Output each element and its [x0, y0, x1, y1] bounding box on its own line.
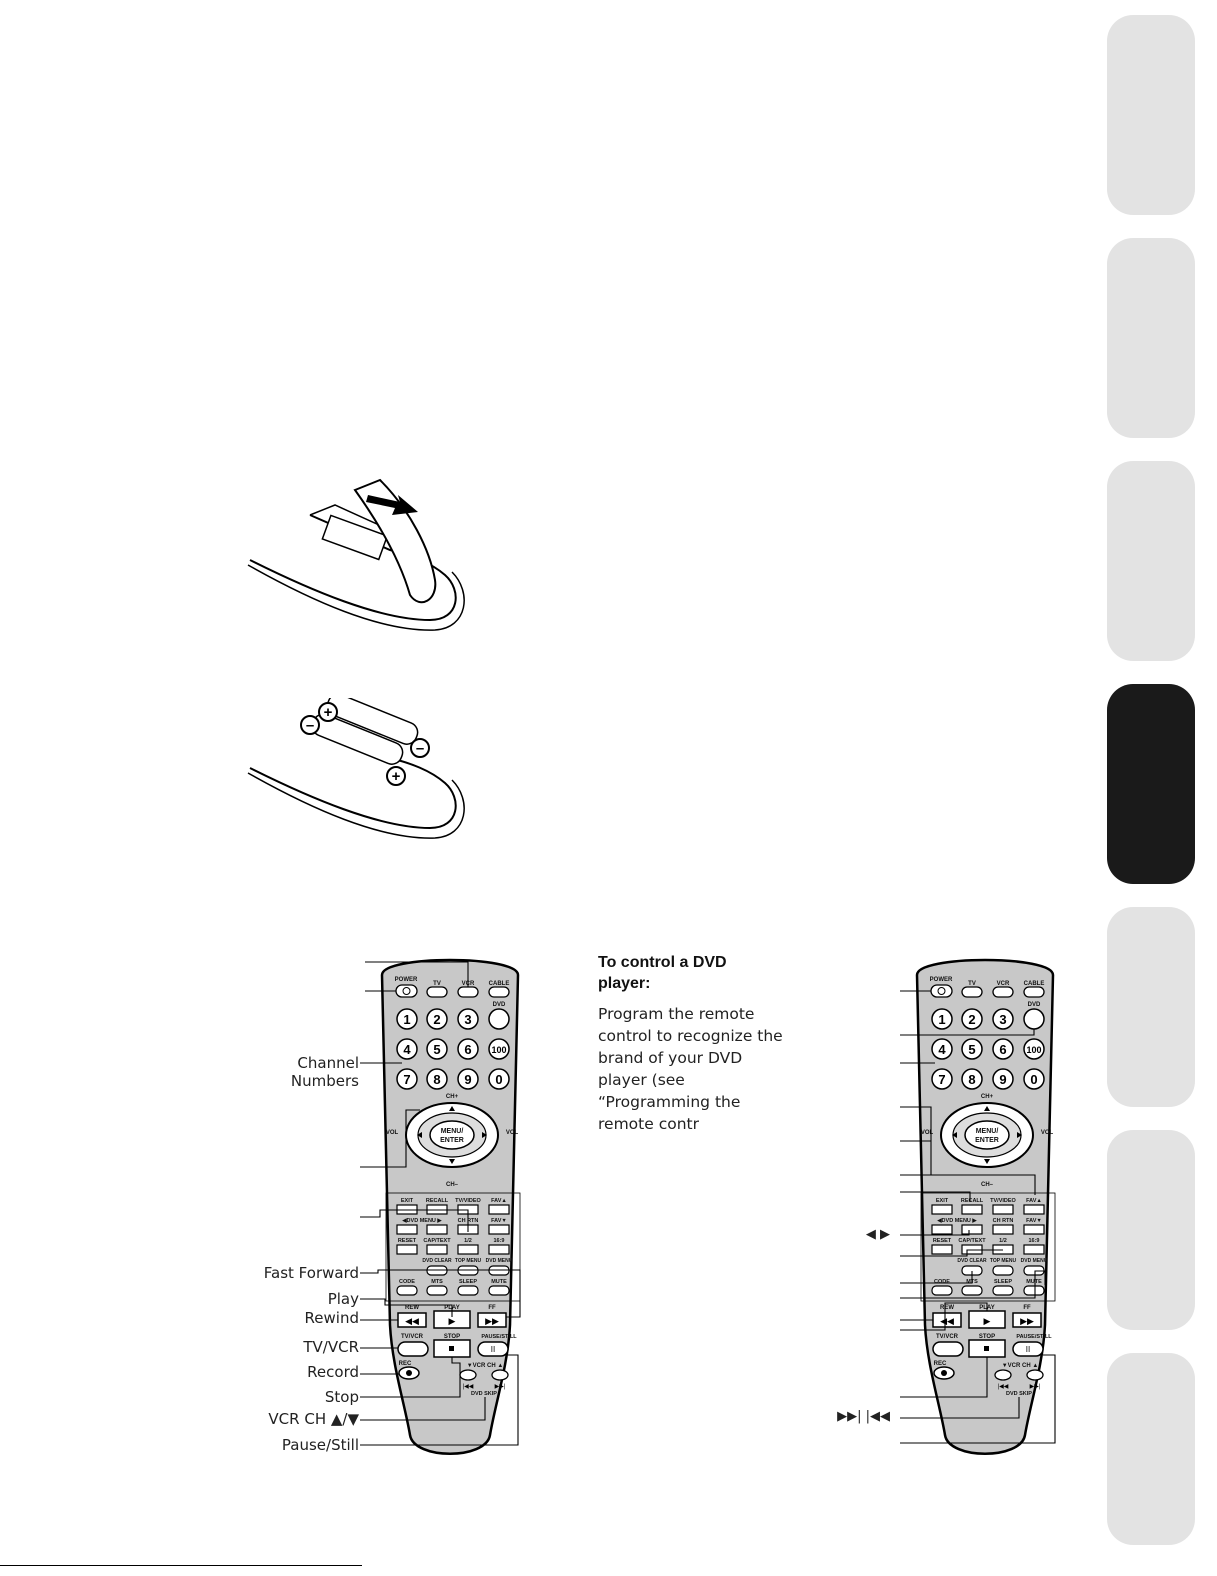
- digit-label: 7: [938, 1072, 946, 1087]
- reset-button[interactable]: [397, 1245, 417, 1254]
- dvd-label: DVD: [1027, 1002, 1041, 1008]
- recall-label: RECALL: [425, 1198, 449, 1204]
- dvd-menu-label: ◀DVD MENU ▶: [402, 1218, 442, 1224]
- digit-label: 8: [968, 1072, 976, 1087]
- callout-skip: ▶▶| |◀◀: [837, 1409, 890, 1424]
- fav-down-label: FAV▼: [491, 1218, 507, 1224]
- rec-label: REC: [933, 1361, 947, 1367]
- callout-pause-still: Pause/Still: [281, 1436, 359, 1454]
- half-button[interactable]: [458, 1245, 478, 1254]
- ratio-label: 16:9: [493, 1238, 505, 1244]
- dvd-menu-label: ◀DVD MENU ▶: [937, 1218, 977, 1224]
- ch-rtn-label: CH RTN: [457, 1218, 479, 1224]
- svg-text:–: –: [305, 717, 315, 734]
- reset-label: RESET: [397, 1238, 417, 1244]
- dvd-menu2-label: DVD MENU: [485, 1258, 513, 1264]
- callout-stop: Stop: [324, 1388, 359, 1406]
- skip-fwd-icon: ▶▶|: [494, 1384, 506, 1390]
- dvd-paragraph-line: control to recognize the: [598, 1027, 783, 1045]
- dvd-paragraph-line: player (see: [598, 1071, 685, 1089]
- skip-back-icon: |◀◀: [997, 1384, 1009, 1390]
- pause-label: PAUSE/STILL: [481, 1334, 517, 1340]
- digit-label: 7: [403, 1072, 411, 1087]
- tv-label: TV: [433, 981, 441, 987]
- menu-label: MENU/: [440, 1128, 464, 1135]
- vcr-ch-up-button[interactable]: [1027, 1370, 1043, 1380]
- exit-label: EXIT: [935, 1198, 949, 1204]
- hundred-label: 100: [1026, 1045, 1042, 1055]
- digit-label: 5: [433, 1042, 441, 1057]
- svg-text:–: –: [415, 740, 425, 757]
- dvd-menu-right-button[interactable]: [427, 1225, 447, 1234]
- sleep-label: SLEEP: [458, 1279, 478, 1285]
- code-label: CODE: [399, 1279, 415, 1285]
- tvvcr-button[interactable]: [933, 1342, 963, 1356]
- dvd-paragraph-line: “Programming the: [598, 1093, 741, 1111]
- power-button[interactable]: [396, 985, 417, 997]
- digit-label: 6: [999, 1042, 1007, 1057]
- exit-label: EXIT: [400, 1198, 414, 1204]
- callout-channel-numbers-line1: Channel: [297, 1054, 359, 1072]
- dvd-clear-label: DVD CLEAR: [422, 1258, 452, 1264]
- fav-down-label: FAV▼: [1026, 1218, 1042, 1224]
- callout-channel-numbers: [291, 1054, 359, 1090]
- rec-icon: [941, 1370, 947, 1376]
- fav-up-label: FAV▲: [1026, 1198, 1042, 1204]
- tvvcr-button[interactable]: [398, 1342, 428, 1356]
- play-label: PLAY: [444, 1305, 460, 1311]
- dvd-heading-line2: player:: [598, 975, 651, 992]
- func-button[interactable]: [962, 1286, 982, 1295]
- ff-icon: ▶▶: [1020, 1316, 1034, 1326]
- dvd-label: DVD: [492, 1002, 506, 1008]
- fav-up-button[interactable]: [1024, 1205, 1044, 1214]
- pause-icon: II: [1025, 1345, 1031, 1354]
- dvd-skip-label: DVD SKIP: [1006, 1391, 1032, 1397]
- top-menu-label: TOP MENU: [454, 1258, 482, 1264]
- half-label: 1/2: [464, 1238, 472, 1244]
- rew-icon: ◀◀: [405, 1316, 419, 1326]
- digit-label: 9: [999, 1072, 1007, 1087]
- fav-up-button[interactable]: [489, 1205, 509, 1214]
- reset-button[interactable]: [932, 1245, 952, 1254]
- svg-text:+: +: [391, 768, 401, 785]
- cable-button[interactable]: [1024, 987, 1044, 997]
- skip-back-icon: |◀◀: [462, 1384, 474, 1390]
- section-tab-7[interactable]: [1107, 1353, 1195, 1545]
- digit-label: 1: [938, 1012, 946, 1027]
- section-tab-6[interactable]: [1107, 1130, 1195, 1330]
- tv-video-label: TV/VIDEO: [455, 1198, 481, 1204]
- cap-text-button[interactable]: [427, 1245, 447, 1254]
- dvd-paragraph-line: brand of your DVD: [598, 1049, 743, 1067]
- ch-rtn-button[interactable]: [993, 1225, 1013, 1234]
- mts-label: MTS: [966, 1279, 978, 1285]
- func-button[interactable]: [1024, 1286, 1044, 1295]
- rew-label: REW: [940, 1305, 954, 1311]
- play-icon: ▶: [983, 1316, 991, 1326]
- vcr-button[interactable]: [993, 987, 1013, 997]
- dvd-button[interactable]: [489, 1009, 509, 1029]
- menu-enter-button[interactable]: [430, 1121, 474, 1149]
- digit-label: 8: [433, 1072, 441, 1087]
- vol-left-label: VOL: [920, 1130, 934, 1136]
- tvvcr-label: TV/VCR: [935, 1334, 959, 1340]
- ratio-button[interactable]: [1024, 1245, 1044, 1254]
- digit-label: 9: [464, 1072, 472, 1087]
- ratio-label: 16:9: [1028, 1238, 1040, 1244]
- callout-tv-vcr: TV/VCR: [303, 1338, 359, 1356]
- cable-label: CABLE: [1023, 981, 1045, 987]
- rec-label: REC: [398, 1361, 412, 1367]
- top-menu-label: TOP MENU: [989, 1258, 1017, 1264]
- stop-icon: [984, 1346, 989, 1351]
- section-tab-3[interactable]: [1107, 461, 1195, 661]
- vcr-ch-up-button[interactable]: [492, 1370, 508, 1380]
- digit-label: 2: [968, 1012, 976, 1027]
- play-icon: ▶: [448, 1316, 456, 1326]
- mute-label: MUTE: [491, 1279, 507, 1285]
- func-button[interactable]: [489, 1286, 509, 1295]
- vcr-ch-label: ▼VCR CH ▲: [1001, 1363, 1039, 1369]
- dvd-heading-line1: To control a DVD: [598, 954, 727, 971]
- digit-label: 1: [403, 1012, 411, 1027]
- play-label: PLAY: [979, 1305, 995, 1311]
- vcr-ch-down-button[interactable]: [995, 1370, 1011, 1380]
- vcr-label: VCR: [461, 981, 475, 987]
- ch-minus-label: CH–: [980, 1182, 994, 1188]
- fav-down-button[interactable]: [489, 1225, 509, 1234]
- mute-label: MUTE: [1026, 1279, 1042, 1285]
- section-tab-5[interactable]: [1107, 907, 1195, 1107]
- callout-channel-numbers-line2: Numbers: [290, 1072, 359, 1090]
- digit-label: 0: [495, 1072, 503, 1087]
- vol-right-label: VOL: [1040, 1130, 1054, 1136]
- dvd-clear-label: DVD CLEAR: [957, 1258, 987, 1264]
- reset-label: RESET: [932, 1238, 952, 1244]
- digit-label: 4: [403, 1042, 411, 1057]
- digit-label: 2: [433, 1012, 441, 1027]
- recall-label: RECALL: [960, 1198, 984, 1204]
- ff-icon: ▶▶: [485, 1316, 499, 1326]
- ch-rtn-label: CH RTN: [992, 1218, 1014, 1224]
- cap-text-label: CAP/TEXT: [423, 1238, 451, 1244]
- fav-up-label: FAV▲: [491, 1198, 507, 1204]
- vcr-button[interactable]: [458, 987, 478, 997]
- ch-minus-label: CH–: [445, 1182, 459, 1188]
- tv-button[interactable]: [427, 987, 447, 997]
- digit-label: 6: [464, 1042, 472, 1057]
- vol-left-label: VOL: [385, 1130, 399, 1136]
- callout-record: Record: [307, 1363, 359, 1381]
- callout-rewind: Rewind: [304, 1309, 359, 1327]
- skip-fwd-icon: ▶▶|: [1029, 1384, 1041, 1390]
- digit-label: 3: [999, 1012, 1007, 1027]
- tvvcr-label: TV/VCR: [400, 1334, 424, 1340]
- vol-right-label: VOL: [505, 1130, 519, 1136]
- half-label: 1/2: [999, 1238, 1007, 1244]
- dvd-menu2-label: DVD MENU: [1020, 1258, 1048, 1264]
- stop-label: STOP: [978, 1334, 996, 1340]
- code-label: CODE: [934, 1279, 950, 1285]
- section-tab-4-active[interactable]: [1107, 684, 1195, 884]
- tv-video-label: TV/VIDEO: [990, 1198, 1016, 1204]
- ratio-button[interactable]: [489, 1245, 509, 1254]
- stop-icon: [449, 1346, 454, 1351]
- digit-label: 4: [938, 1042, 946, 1057]
- digit-label: 3: [464, 1012, 472, 1027]
- ff-label: FF: [488, 1305, 496, 1311]
- hundred-label: 100: [491, 1045, 507, 1055]
- dvd-paragraph-line: Program the remote: [598, 1005, 755, 1023]
- vcr-label: VCR: [996, 981, 1010, 987]
- func-button[interactable]: [993, 1286, 1013, 1295]
- callout-vcr-ch: VCR CH ▲/▼: [268, 1410, 359, 1428]
- svg-text:+: +: [323, 704, 333, 721]
- menu-enter-button[interactable]: [965, 1121, 1009, 1149]
- ch-plus-label: CH+: [980, 1094, 994, 1100]
- dvd-paragraph: [598, 1003, 798, 1135]
- enter-label: ENTER: [440, 1137, 464, 1144]
- battery-cover-illustration: [240, 470, 480, 640]
- stop-label: STOP: [443, 1334, 461, 1340]
- func-button[interactable]: [427, 1286, 447, 1295]
- pause-icon: II: [490, 1345, 496, 1354]
- digit-label: 0: [1030, 1072, 1038, 1087]
- cable-button[interactable]: [489, 987, 509, 997]
- func-button[interactable]: [458, 1286, 478, 1295]
- callout-fast-forward: Fast Forward: [263, 1264, 359, 1282]
- enter-label: ENTER: [975, 1137, 999, 1144]
- func-button[interactable]: [932, 1286, 952, 1295]
- dvd-skip-label: DVD SKIP: [471, 1391, 497, 1397]
- dvd-button[interactable]: [1024, 1009, 1044, 1029]
- power-button[interactable]: [931, 985, 952, 997]
- batteries-illustration: [240, 698, 480, 848]
- vcr-ch-label: ▼VCR CH ▲: [466, 1363, 504, 1369]
- mts-label: MTS: [431, 1279, 443, 1285]
- exit-button[interactable]: [932, 1205, 952, 1214]
- rew-icon: ◀◀: [940, 1316, 954, 1326]
- power-label: POWER: [394, 977, 418, 983]
- vcr-ch-down-button[interactable]: [460, 1370, 476, 1380]
- callout-play: Play: [327, 1290, 359, 1308]
- section-tab-1[interactable]: [1107, 15, 1195, 215]
- callout-arrows: ◀ ▶: [865, 1227, 890, 1242]
- tv-label: TV: [968, 981, 976, 987]
- dvd-menu-right-button[interactable]: [962, 1225, 982, 1234]
- dvd-menu-left-button[interactable]: [932, 1225, 952, 1234]
- func-button[interactable]: [397, 1286, 417, 1295]
- rec-icon: [406, 1370, 412, 1376]
- tv-button[interactable]: [962, 987, 982, 997]
- dvd-sub-button[interactable]: [993, 1266, 1013, 1275]
- rew-label: REW: [405, 1305, 419, 1311]
- dvd-paragraph-line: remote contr: [598, 1115, 699, 1133]
- tv-video-button[interactable]: [993, 1205, 1013, 1214]
- ch-plus-label: CH+: [445, 1094, 459, 1100]
- digit-label: 5: [968, 1042, 976, 1057]
- pause-label: PAUSE/STILL: [1016, 1334, 1052, 1340]
- bottom-rule: [0, 1565, 362, 1566]
- ff-label: FF: [1023, 1305, 1031, 1311]
- dvd-menu-left-button[interactable]: [397, 1225, 417, 1234]
- dvd-heading: [598, 952, 727, 994]
- menu-label: MENU/: [975, 1128, 999, 1135]
- remote-control-right: [895, 945, 1075, 1470]
- section-tab-2[interactable]: [1107, 238, 1195, 438]
- sleep-label: SLEEP: [993, 1279, 1013, 1285]
- fav-down-button[interactable]: [1024, 1225, 1044, 1234]
- cap-text-label: CAP/TEXT: [958, 1238, 986, 1244]
- recall-button[interactable]: [962, 1205, 982, 1214]
- cable-label: CABLE: [488, 981, 510, 987]
- power-label: POWER: [929, 977, 953, 983]
- remote-control-left: [360, 945, 540, 1470]
